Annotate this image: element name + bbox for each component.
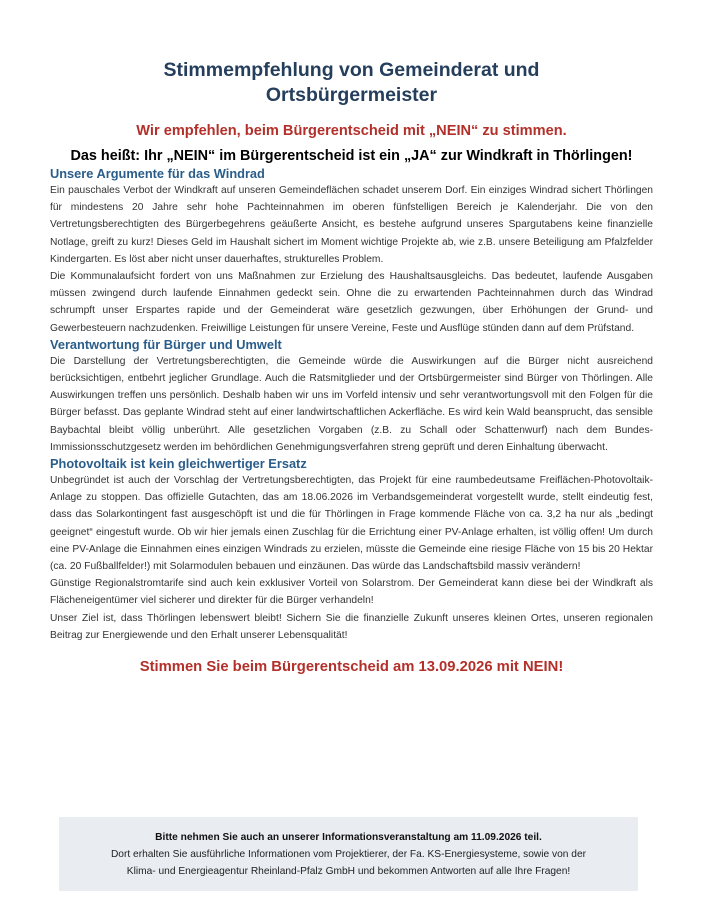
section-arguments [50, 166, 653, 337]
recommendation-text: Wir empfehlen, beim Bürgerentscheid mit „NEIN“ zu stimmen. [136, 123, 567, 139]
paragraph-photovoltaic-3: Unser Ziel ist, dass Thörlingen lebenswert bleibt! Sichern Sie die finanzielle Zukunft unseres kleinen Ortes, unseren regionalen Beitrag zur Energiewende und den Erhalt unserer Lebensqualität! [50, 612, 653, 641]
info-box-line-1: Dort erhalten Sie ausführliche Informationen vom Projektierer, der Fa. KS-Energiesysteme, sowie von der [110, 849, 587, 860]
section-heading-responsibility: Verantwortung für Bürger und Umwelt [50, 336, 282, 352]
paragraph-responsibility-1: Die Darstellung der Vertretungsberechtigten, die Gemeinde würde die Auswirkungen auf die Bürger nicht ausreichend berücksichtigen, entbehrt jeglicher Grundlage. Auch die Ratsmitglieder und der Ortsbürgermeister sind Bürger von Thörlingen. Alle Auswirkungen treffen uns persönlich. Deshalb haben wir uns im Vorfeld intensiv und sehr verantwortungsvoll mit den Folgen für die Bürger befasst. Das geplante Windrad steht auf einer landwirtschaftlichen Ackerfläche. Es wird kein Wald beansprucht, das sensible Baybachtal bleibt völlig unberührt. Alle gesetzlichen Vorgaben (z.B. zu Schall oder Schattenwurf) nach dem Bundes-Immissionsschutzgesetz werden im behördlichen Genehmigungsverfahren streng geprüft und deren Einhaltung überwacht. [50, 355, 653, 453]
info-box-line-2: Klima- und Energieagentur Rheinland-Pfalz GmbH und bekommen Antworten auf alle Ihre Fragen! [126, 866, 571, 877]
section-photovoltaic [50, 456, 653, 644]
paragraph-arguments-2: Die Kommunalaufsicht fordert von uns Maßnahmen zur Erzielung des Haushaltsausgleichs. Das bedeutet, laufende Ausgaben müssen zwingend durch laufende Einnahmen gedeckt sein. Ohne die zu erwartenden Pachteinnahmen durch das Windrad schrumpft unser Erspartes rapide und der Gemeinderat wäre gesetzlich gezwungen, über Erhöhungen der Grund- und Gewerbesteuern nachzudenken. Freiwillige Leistungen für unsere Vereine, Feste und Ausflüge stünden dann auf dem Prüfstand. [50, 271, 653, 334]
page-title-line-1: Stimmempfehlung von Gemeinderat und [163, 59, 540, 81]
info-box-headline: Bitte nehmen Sie auch an unserer Informationsveranstaltung am 11.09.2026 teil. [155, 832, 542, 843]
call-to-action: Stimmen Sie beim Bürgerentscheid am 13.09.2026 mit NEIN! [139, 659, 564, 676]
paragraph-photovoltaic-2: Günstige Regionalstromtarife sind auch kein exklusiver Vorteil von Solarstrom. Der Gemeinderat kann diese bei der Windkraft als Flächeneigentümer viel sicherer und direkter für die Bürger verhandeln! [50, 578, 653, 607]
paragraph-photovoltaic-1: Unbegründet ist auch der Vorschlag der Vertretungsberechtigten, das Projekt für eine raumbedeutsame Freiflächen-Photovoltaik-Anlage zu stoppen. Das offizielle Gutachten, das am 18.06.2026 im Verbandsgemeinderat vorgestellt wurde, stellt eindeutig fest, dass das Solarkontingent fast ausgeschöpft ist und die für Thörlingen in Frage kommende Fläche von ca. 3,2 ha nur als „bedingt geeignet“ eingestuft wurde. Ob wir hier jemals einen Zuschlag für die Errichtung einer PV-Anlage erhalten, ist völlig offen! Um durch eine PV-Anlage die Einnahmen eines einzigen Windrads zu erzielen, müsste die Gemeinde eine riesige Fläche von 15 bis 20 Hektar (ca. 20 Fußballfelder!) mit Solarmodulen bebauen und einzäunen. Das würde das Landschaftsbild massiv verändern! [50, 475, 653, 573]
paragraph-arguments-1: Ein pauschales Verbot der Windkraft auf unseren Gemeindeflächen schadet unserem Dorf. Ein einziges Windrad sichert Thörlingen für mindestens 20 Jahre sehr hohe Pachteinnahmen im oberen fünfstelligen Bereich je Kalenderjahr. Die von den Vertretungsberechtigten des Bürgerbegehrens geäußerte Ansicht, es bestehe aufgrund unseres Spargutabens keine finanzielle Notlage, greift zu kurz! Dieses Geld im Haushalt sichert im Moment wichtige Projekte ab, wie z.B. unsere Beteiligung am Pfalzfelder Kindergarten. Es löst aber nicht unser dauerhaftes, strukturelles Problem. [50, 185, 653, 265]
page-title-line-2: Ortsbürgermeister [265, 84, 438, 106]
page-title [50, 58, 653, 108]
info-box [59, 817, 638, 891]
section-heading-arguments: Unsere Argumente für das Windrad [50, 166, 265, 181]
meaning-text: Das heißt: Ihr „NEIN“ im Bürgerentscheid ist ein „JA“ zur Windkraft in Thörlingen! [70, 148, 633, 164]
section-responsibility [50, 337, 653, 456]
section-heading-photovoltaic: Photovoltaik ist kein gleichwertiger Ersatz [50, 456, 307, 472]
